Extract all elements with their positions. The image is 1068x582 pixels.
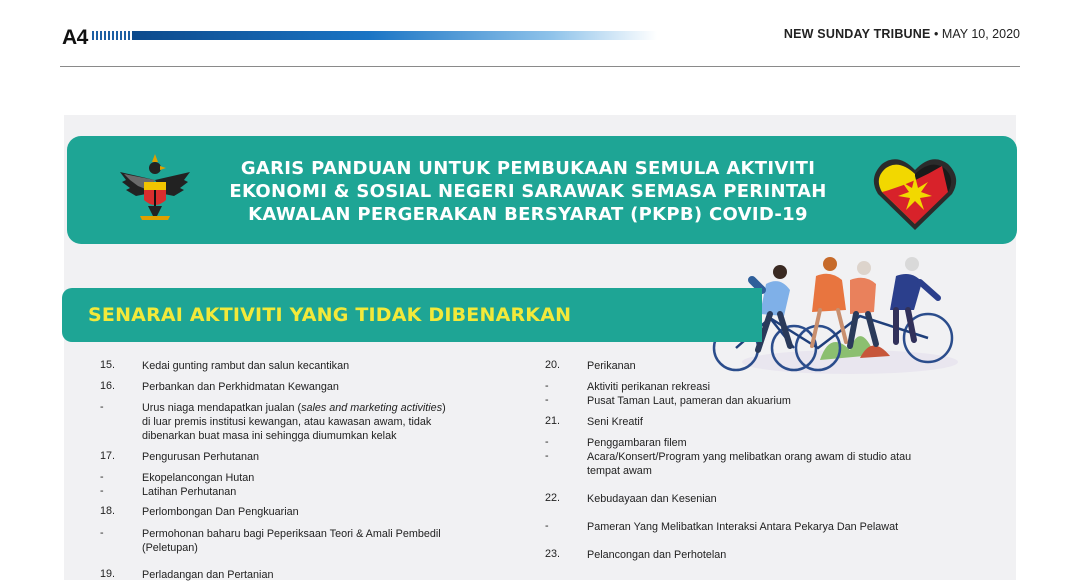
publication-date: MAY 10, 2020 [941,27,1020,41]
item-text: Pengurusan Perhutanan [142,451,260,463]
item-marker: - [100,485,104,497]
header-rule [60,66,1020,67]
item-text: Penggambaran filem [587,437,687,449]
item-marker: - [545,436,549,448]
item-marker: - [545,380,549,392]
item-text: Latihan Perhutanan [142,486,237,498]
header-gradient-bar [132,31,657,40]
item-marker: 23. [545,548,561,560]
item-marker: 15. [100,359,116,371]
item-text: Pelancongan dan Perhotelan [587,549,727,561]
item-text: Ekopelancongan Hutan [142,472,255,484]
publication-name: NEW SUNDAY TRIBUNE [783,27,931,41]
item-marker: - [545,520,549,532]
item-marker: 20. [545,359,561,371]
item-marker: 22. [545,492,561,504]
item-marker: - [100,471,104,483]
item-text: Seni Kreatif [587,416,643,428]
item-marker: 18. [100,505,116,517]
item-text-post: ) [442,402,446,414]
item-text-pre: Urus niaga mendapatkan jualan ( [142,402,302,414]
item-text: Kebudayaan dan Kesenian [587,493,717,505]
item-text: Pusat Taman Laut, pameran dan akuarium [587,395,791,407]
header-stripes [92,31,132,40]
banner-title: GARIS PANDUAN UNTUK PEMBUKAAN SEMULA AKTIVITI EKONOMI & SOSIAL NEGERI SARAWAK SEMASA PERINTAH KAWALAN PERGERAKAN BERSYARAT (PKPB) COVID-19 [229,158,827,225]
item-marker: 19. [100,568,116,580]
item-text: Aktiviti perikanan rekreasi [587,381,711,393]
item-marker: - [545,450,549,462]
header-separator: • [934,27,939,41]
sarawak-flag-heart-icon [872,154,958,234]
item-marker: - [100,527,104,539]
item-text-line2: tempat awam [587,465,652,477]
item-text-line3: dibenarkan buat masa ini sehingga diumumkan kelak [142,430,397,442]
item-marker: 16. [100,380,116,392]
publication-line [784,27,1020,41]
section-title: SENARAI AKTIVITI YANG TIDAK DIBENARKAN [88,304,572,326]
page-number: A4 [62,26,88,49]
item-marker: - [545,394,549,406]
item-text: Permohonan baharu bagi Peperiksaan Teori & Amali Pembedil [142,528,441,540]
item-text: Kedai gunting rambut dan salun kecantikan [142,360,350,372]
item-marker: 21. [545,415,561,427]
item-text-italic: sales and marketing activities [301,402,443,414]
item-text: Perikanan [587,360,636,372]
item-text: Perlombongan Dan Pengkuarian [142,506,299,518]
item-text: Perladangan dan Pertanian [142,569,274,581]
item-text: Pameran Yang Melibatkan Interaksi Antara Pekarya Dan Pelawat [587,521,899,533]
item-text [142,401,446,415]
item-text: Perbankan dan Perkhidmatan Kewangan [142,381,339,393]
item-marker: - [100,401,104,413]
item-text-line2: di luar premis institusi kewangan, atau kawasan awam, tidak [142,416,432,428]
item-text-line2: (Peletupan) [142,542,198,554]
item-text: Acara/Konsert/Program yang melibatkan orang awam di studio atau [587,451,912,463]
item-marker: 17. [100,450,116,462]
